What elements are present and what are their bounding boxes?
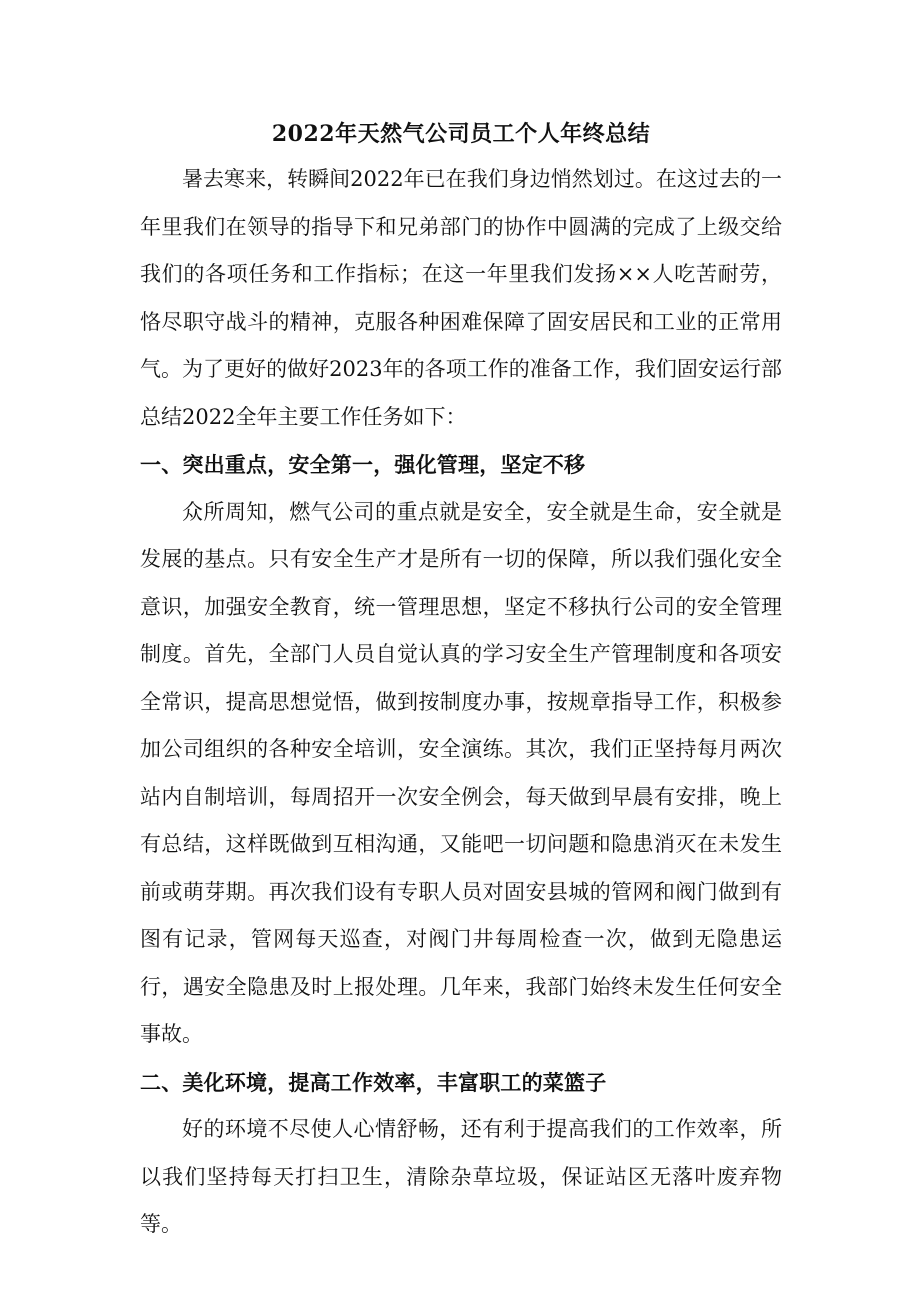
intro-paragraph: 暑去寒来，转瞬间2022年已在我们身边悄然划过。在这过去的一年里我们在领导的指导下和兄弟部门的协作中圆满的完成了上级交给我们的各项任务和工作指标；在这一年里我们发扬××人吃苦耐劳，恪尽职守战斗的精神，克服各种困难保障了固安居民和工业的正常用气。为了更好的做好2023年的各项工作的准备工作，我们固安运行部总结2022全年主要工作任务如下：: [140, 167, 782, 429]
section-body-2: 好的环境不尽使人心情舒畅，还有利于提高我们的工作效率，所以我们坚持每天打扫卫生，清除杂草垃圾，保证站区无落叶废弃物等。: [140, 1117, 782, 1236]
section-body-1: 众所周知，燃气公司的重点就是安全，安全就是生命，安全就是发展的基点。只有安全生产才是所有一切的保障，所以我们强化安全意识，加强安全教育，统一管理思想，坚定不移执行公司的安全管理制度。首先，全部门人员自觉认真的学习安全生产管理制度和各项安全常识，提高思想觉悟，做到按制度办事，按规章指导工作，积极参加公司组织的各种安全培训，安全演练。其次，我们正坚持每月两次站内自制培训，每周招开一次安全例会，每天做到早晨有安排，晚上有总结，这样既做到互相沟通，又能吧一切问题和隐患消灭在未发生前或萌芽期。再次我们设有专职人员对固安县城的管网和阀门做到有图有记录，管网每天巡查，对阀门井每周检查一次，做到无隐患运行，遇安全隐患及时上报处理。几年来，我部门始终未发生任何安全事故。: [140, 499, 782, 1046]
section-heading-2: 二、美化环境，提高工作效率，丰富职工的菜篮子: [140, 1069, 607, 1095]
section-heading-1: 一、突出重点，安全第一，强化管理，坚定不移: [140, 452, 586, 477]
document-title: 2022年天然气公司员工个人年终总结: [271, 121, 651, 147]
document-page: [140, 112, 782, 1249]
